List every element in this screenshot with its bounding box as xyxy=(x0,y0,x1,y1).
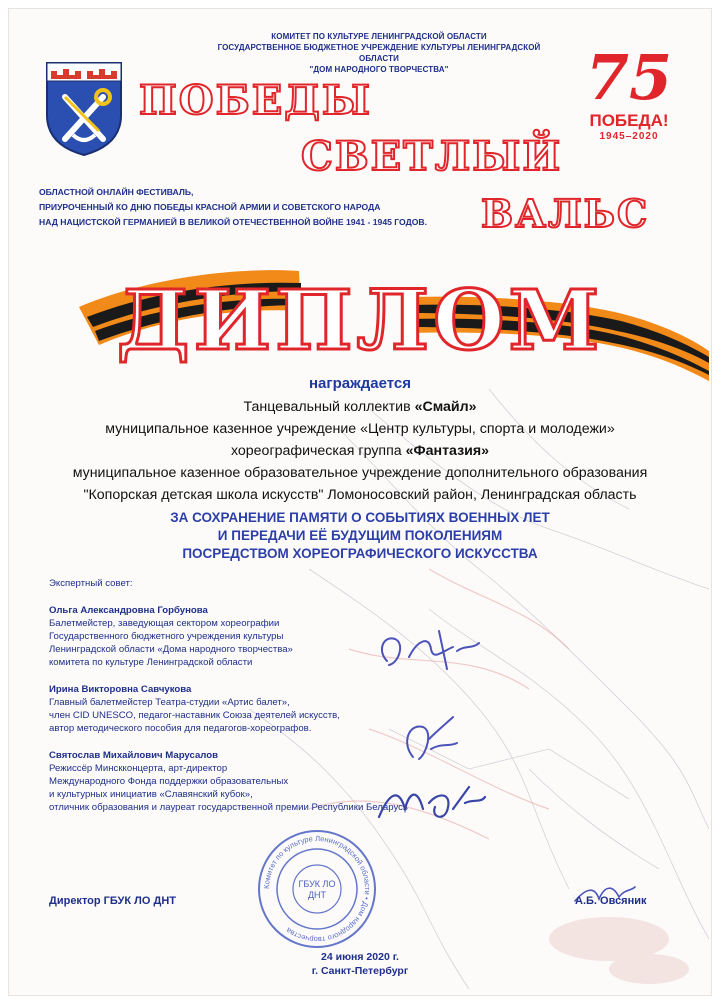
title-word-svetly: СВЕТЛЫЙ xyxy=(301,133,563,180)
mission-line: И ПЕРЕДАЧИ ЕЁ БУДУЩИМ ПОКОЛЕНИЯМ xyxy=(217,528,503,543)
awarded-label: награждается xyxy=(308,375,412,392)
expert-line: отличник образования и лауреат государственной премии Республики Беларусь xyxy=(49,802,408,813)
anniversary-number: 75 xyxy=(585,41,673,114)
signature-marusalov xyxy=(369,773,489,833)
festival-line: ПРИУРОЧЕННЫЙ КО ДНЮ ПОБЕДЫ КРАСНОЙ АРМИИ И СОВЕТСКОГО НАРОДА xyxy=(39,202,381,212)
org-line: ГОСУДАРСТВЕННОЕ БЮДЖЕТНОЕ УЧРЕЖДЕНИЕ КУЛЬТУРЫ ЛЕНИНГРАДСКОЙ ОБЛАСТИ xyxy=(217,43,541,63)
anniversary-label: ПОБЕДА! xyxy=(589,111,669,130)
award-line-3 xyxy=(9,441,711,462)
coat-of-arms-logo xyxy=(43,57,125,157)
issue-city: г. Санкт-Петербург xyxy=(311,965,409,977)
festival-line: НАД НАЦИСТСКОЙ ГЕРМАНИЕЙ В ВЕЛИКОЙ ОТЕЧЕСТВЕННОЙ ВОЙНЕ 1941 - 1945 ГОДОВ. xyxy=(39,217,427,227)
title-word-vals: ВАЛЬС xyxy=(481,191,650,236)
director-label: Директор ГБУК ЛО ДНТ xyxy=(49,895,176,907)
award-group-name: «Фантазия» xyxy=(405,443,490,459)
org-line: КОМИТЕТ ПО КУЛЬТУРЕ ЛЕНИНГРАДСКОЙ ОБЛАСТИ xyxy=(271,32,487,41)
diploma-page xyxy=(8,8,712,996)
stamp-ring-text: Комитет по культуре Ленинградской области • Дом народного творчества xyxy=(261,833,373,945)
diploma-title: ДИПЛОМ xyxy=(116,273,604,369)
anniversary-years: 1945–2020 xyxy=(599,131,659,142)
mission-line: ЗА СОХРАНЕНИЕ ПАМЯТИ О СОБЫТИЯХ ВОЕННЫХ ЛЕТ xyxy=(170,510,550,525)
experts-heading: Экспертный совет: xyxy=(49,578,133,589)
signature-savchukova xyxy=(393,713,463,773)
expert-name: Ирина Викторовна Савчукова xyxy=(49,684,192,695)
mission-statement xyxy=(9,509,711,563)
festival-line: ОБЛАСТНОЙ ОНЛАЙН ФЕСТИВАЛЬ, xyxy=(39,187,194,197)
award-line-2: муниципальное казенное учреждение «Центр культуры, спорта и молодежи» xyxy=(105,421,615,437)
expert-line: автор методического пособия для педагогов-хореографов. xyxy=(49,723,312,734)
title-word-pobedy: ПОБЕДЫ xyxy=(139,77,372,124)
expert-name: Ольга Александровна Горбунова xyxy=(49,605,208,616)
organization-header xyxy=(199,31,559,75)
expert-name: Святослав Михайлович Марусалов xyxy=(49,750,219,761)
expert-line: комитета по культуре Ленинградской области xyxy=(49,657,253,668)
official-stamp xyxy=(255,827,379,951)
stamp-center-text-1: ГБУК ЛО xyxy=(298,879,336,889)
expert-line: Международного Фонда поддержки образовательных xyxy=(49,776,289,787)
expert-line: Режиссёр Минскконцерта, арт-директор xyxy=(49,763,228,774)
award-collective-name: «Смайл» xyxy=(414,399,477,415)
stamp-center-text-2: ДНТ xyxy=(307,890,327,900)
award-line-5: "Копорская детская школа искусств" Ломоносовский район, Ленинградская область xyxy=(83,487,637,503)
anniversary-logo xyxy=(569,41,689,142)
director-name: А.Б. Овсяник xyxy=(575,895,647,907)
expert-line: Государственного бюджетного учреждения культуры xyxy=(49,631,284,642)
expert-line: Балетмейстер, заведующая сектором хореографии xyxy=(49,618,280,629)
award-line-1 xyxy=(9,397,711,418)
expert-line: Ленинградской области «Дома народного творчества» xyxy=(49,644,293,655)
signature-gorbunova xyxy=(369,621,489,681)
expert-line: член CID UNESCO, педагог-наставник Союза деятелей искусств, xyxy=(49,710,340,721)
issue-date: 24 июня 2020 г. xyxy=(321,951,399,963)
award-line-4: муниципальное казенное образовательное учреждение дополнительного образования xyxy=(72,465,648,481)
expert-line: Главный балетмейстер Театра-студии «Артис балет», xyxy=(49,697,290,708)
mission-line: ПОСРЕДСТВОМ ХОРЕОГРАФИЧЕСКОГО ИСКУССТВА xyxy=(182,546,538,561)
festival-description xyxy=(39,185,479,230)
org-line: "ДОМ НАРОДНОГО ТВОРЧЕСТВА" xyxy=(309,65,449,74)
award-line-3-text: хореографическая группа xyxy=(230,443,406,459)
expert-line: и культурных инициатив «Славянский кубок», xyxy=(49,789,253,800)
award-line-1-text: Танцевальный коллектив xyxy=(243,399,415,415)
